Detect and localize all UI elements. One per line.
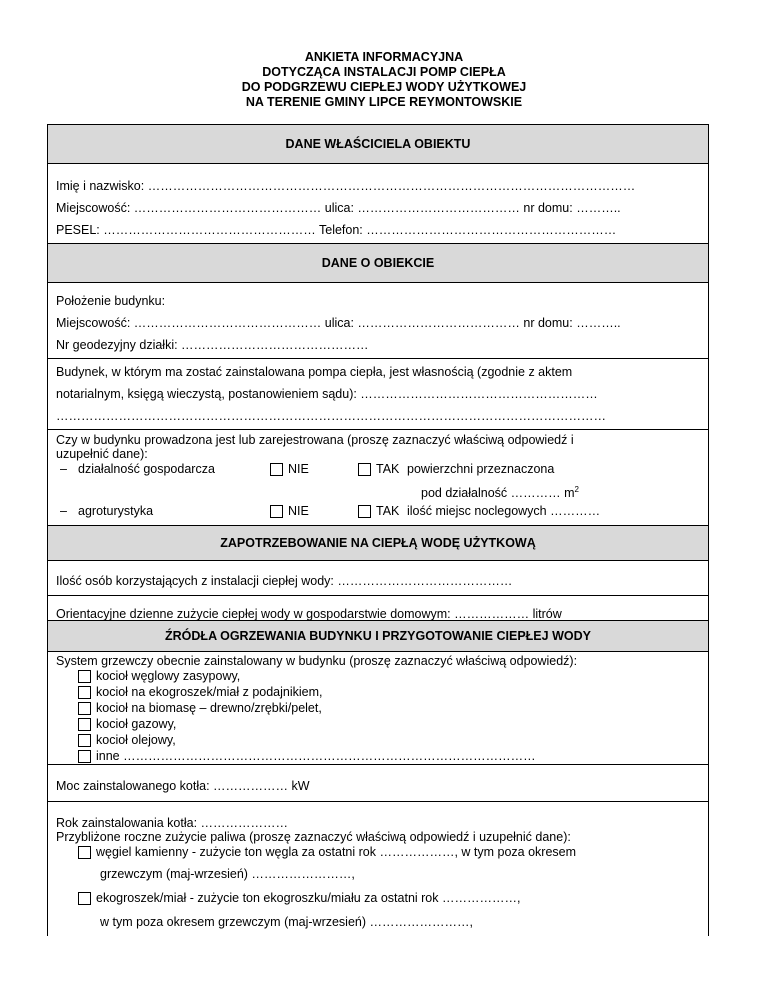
business-no-label: NIE <box>288 462 309 476</box>
fuel-eco-line-1[interactable]: ekogroszek/miał - zużycie ton ekogroszku/miału za ostatni rok ………………, <box>96 891 521 905</box>
business-area-field[interactable] <box>421 477 579 506</box>
business-yes-text: powierzchni przeznaczona <box>407 462 555 476</box>
business-label: działalność gospodarcza <box>78 462 215 476</box>
agro-yes-option[interactable] <box>358 503 399 519</box>
water-usage-cell <box>48 596 708 621</box>
water-section-header: ZAPOTRZEBOWANIE NA CIEPŁĄ WODĘ UŻYTKOWĄ <box>48 525 708 561</box>
heating-option[interactable] <box>78 700 700 716</box>
water-usage-field[interactable]: Orientacyjne dzienne zużycie ciepłej wody w gospodarstwie domowym: ……………… litrów <box>56 607 562 621</box>
fuel-coal-line-2[interactable]: grzewczym (maj-wrzesień) ……………………, <box>100 867 355 881</box>
object-ownership-cell <box>48 359 708 430</box>
title-line-2: DOTYCZĄCA INSTALACJI POMP CIEPŁA <box>262 65 506 79</box>
owner-pesel-phone-field[interactable]: PESEL: …………………………………………… Telefon: …………………………………………………… <box>56 223 617 237</box>
heating-option[interactable] <box>78 732 700 748</box>
ownership-line-3[interactable]: …………………………………………………………………………………………………………………… <box>56 409 606 423</box>
option-checkbox[interactable] <box>78 750 91 763</box>
fuel-eco-checkbox[interactable] <box>78 892 91 905</box>
boiler-power-field[interactable]: Moc zainstalowanego kotła: ……………… kW <box>56 779 310 793</box>
business-yes-label: TAK <box>376 462 400 476</box>
heating-options-list <box>56 668 700 764</box>
heating-system-question: System grzewczy obecnie zainstalowany w budynku (proszę zaznaczyć właściwą odpowiedź): <box>56 654 578 668</box>
fuel-question: Przybliżone roczne zużycie paliwa (proszę zaznaczyć właściwą odpowiedź i uzupełnić dane): <box>56 830 571 844</box>
owner-address-field[interactable]: Miejscowość: ……………………………………… ulica: ………………………………… nr domu: ……….. <box>56 201 621 215</box>
agro-row <box>56 503 700 519</box>
fuel-cell <box>48 802 708 936</box>
option-label: kocioł węglowy zasypowy, <box>96 669 241 683</box>
boiler-power-cell <box>48 765 708 802</box>
option-label: kocioł olejowy, <box>96 733 176 747</box>
owner-name-field[interactable]: Imię i nazwisko: ……………………………………………………………………………………………………… <box>56 179 636 193</box>
heating-section-header: ŹRÓDŁA OGRZEWANIA BUDYNKU I PRZYGOTOWANIE CIEPŁEJ WODY <box>48 621 708 652</box>
title-line-1: ANKIETA INFORMACYJNA <box>304 50 464 64</box>
object-location-label: Położenie budynku: <box>56 294 166 308</box>
owner-section <box>48 164 708 244</box>
business-yes-option[interactable] <box>358 461 399 477</box>
fuel-eco-line-2[interactable]: w tym poza okresem grzewczym (maj-wrzesień) ……………………, <box>100 915 473 929</box>
survey-form <box>47 124 709 936</box>
object-section-header: DANE O OBIEKCIE <box>48 244 708 283</box>
ownership-line-1: Budynek, w którym ma zostać zainstalowana pompa ciepła, jest własnością (zgodnie z aktem <box>56 365 573 379</box>
owner-section-header: DANE WŁAŚCICIELA OBIEKTU <box>48 125 708 164</box>
business-yes-checkbox[interactable] <box>358 463 371 476</box>
area-unit-superscript: 2 <box>574 485 579 494</box>
business-question-2: uzupełnić dane): <box>56 447 148 461</box>
business-question-1: Czy w budynku prowadzona jest lub zarejestrowana (proszę zaznaczyć właściwą odpowiedź i <box>56 433 574 447</box>
agro-no-option[interactable] <box>270 503 309 519</box>
business-dash: – <box>60 462 67 476</box>
option-checkbox[interactable] <box>78 686 91 699</box>
boiler-year-field[interactable]: Rok zainstalowania kotła: ………………… <box>56 816 289 830</box>
heating-system-cell <box>48 652 708 765</box>
form-title <box>0 50 768 110</box>
business-area-text: pod działalność ………… m <box>421 486 575 501</box>
option-checkbox[interactable] <box>78 734 91 747</box>
object-address-cell <box>48 283 708 359</box>
ownership-line-2[interactable]: notarialnym, księgą wieczystą, postanowieniem sądu): ………………………………………………… <box>56 387 598 401</box>
heating-option[interactable] <box>78 716 700 732</box>
heating-option[interactable] <box>78 668 700 684</box>
agro-no-label: NIE <box>288 504 309 518</box>
water-persons-cell <box>48 561 708 596</box>
option-checkbox[interactable] <box>78 670 91 683</box>
business-row <box>56 461 700 477</box>
agro-yes-text[interactable]: ilość miejsc noclegowych ………… <box>407 504 601 518</box>
fuel-coal-line-1[interactable]: węgiel kamienny - zużycie ton węgla za ostatni rok ………………, w tym poza okresem <box>96 845 577 859</box>
business-no-checkbox[interactable] <box>270 463 283 476</box>
water-persons-field[interactable]: Ilość osób korzystających z instalacji ciepłej wody: …………………………………… <box>56 574 513 588</box>
option-checkbox[interactable] <box>78 718 91 731</box>
fuel-coal-option[interactable] <box>56 844 700 860</box>
option-label: kocioł na biomasę – drewno/zrębki/pelet, <box>96 701 322 715</box>
fuel-coal-checkbox[interactable] <box>78 846 91 859</box>
business-no-option[interactable] <box>270 461 309 477</box>
agro-yes-label: TAK <box>376 504 400 518</box>
object-plot-field[interactable]: Nr geodezyjny działki: ……………………………………… <box>56 338 369 352</box>
option-label: inne ……………………………………………………………………………………… <box>96 749 536 763</box>
option-checkbox[interactable] <box>78 702 91 715</box>
title-line-4: NA TERENIE GMINY LIPCE REYMONTOWSKIE <box>245 95 523 109</box>
option-label: kocioł na ekogroszek/miał z podajnikiem, <box>96 685 323 699</box>
agro-yes-checkbox[interactable] <box>358 505 371 518</box>
object-business-cell <box>48 430 708 525</box>
object-address-field[interactable]: Miejscowość: ……………………………………… ulica: ………………………………… nr domu: ……….. <box>56 316 621 330</box>
heating-option[interactable] <box>78 748 700 764</box>
agro-label: agroturystyka <box>78 504 154 518</box>
heating-option[interactable] <box>78 684 700 700</box>
agro-dash: – <box>60 504 67 518</box>
agro-no-checkbox[interactable] <box>270 505 283 518</box>
title-line-3: DO PODGRZEWU CIEPŁEJ WODY UŻYTKOWEJ <box>241 80 527 94</box>
business-area-row <box>56 477 700 503</box>
option-label: kocioł gazowy, <box>96 717 177 731</box>
fuel-eco-option[interactable] <box>56 888 700 908</box>
